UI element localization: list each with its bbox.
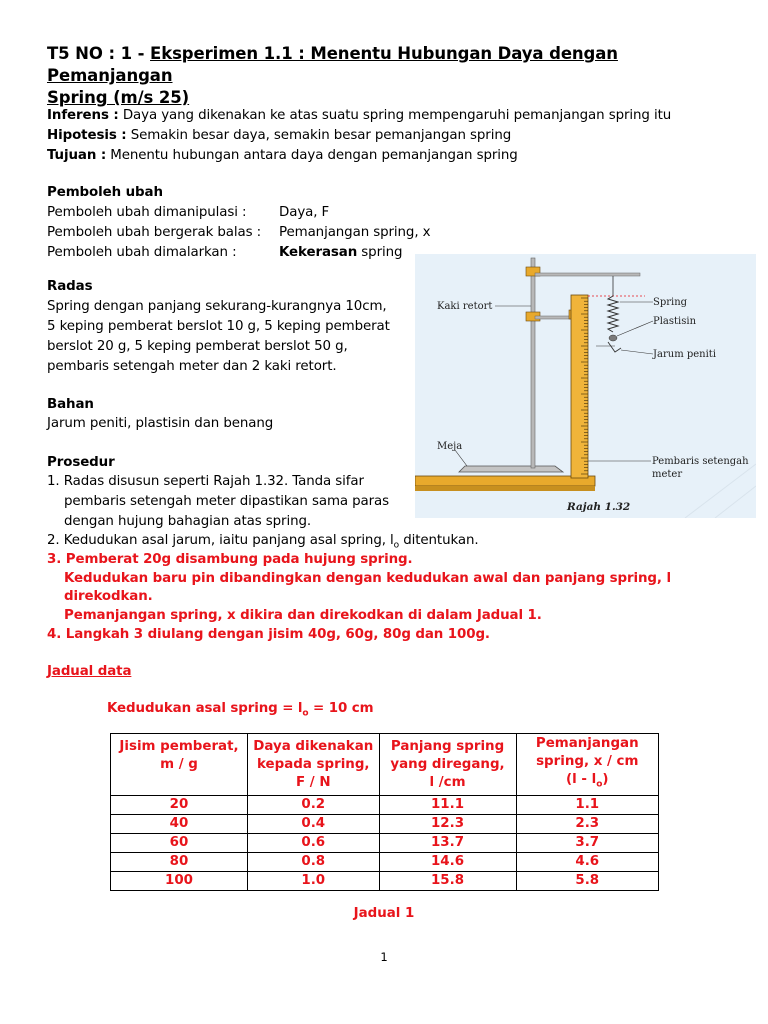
table-cell: 0.8 — [248, 853, 380, 872]
table-row — [111, 815, 659, 834]
radas-heading: Radas — [47, 279, 93, 294]
hipotesis-line — [47, 126, 511, 146]
variable-row-manipulated — [47, 203, 467, 223]
title-text-line1: Eksperimen 1.1 : Menentu Hubungan Daya dengan Pemanjangan — [47, 44, 618, 85]
radas-line: Spring dengan panjang sekurang-kurangnya 10cm, — [47, 299, 387, 314]
inferens-text: Daya yang dikenakan ke atas suatu spring mempengaruhi pemanjangan spring itu — [122, 108, 672, 123]
table-cell: 20 — [111, 796, 248, 815]
hipotesis-label: Hipotesis : — [47, 128, 127, 143]
bahan-text: Jarum peniti, plastisin dan benang — [47, 416, 274, 431]
variable-value — [279, 243, 402, 263]
header-line: Panjang spring — [390, 738, 505, 754]
watermark-lines — [685, 464, 756, 518]
apparatus-figure — [415, 254, 756, 518]
header-line: Daya dikenakan — [253, 738, 374, 754]
figure-caption: Rajah 1.32 — [567, 501, 631, 513]
table-cell: 15.8 — [379, 872, 516, 891]
prosedur-step3-line: direkodkan. — [64, 589, 153, 604]
subscript: o — [596, 779, 603, 790]
prosedur-step3-line: Pemanjangan spring, x dikira dan direkodkan di dalam Jadual 1. — [64, 608, 542, 623]
subscript: o — [393, 540, 400, 551]
prosedur-step1-line: 1. Radas disusun seperti Rajah 1.32. Tanda sifar — [47, 474, 364, 489]
label-spring: Spring — [653, 297, 688, 308]
prosedur-step2-text: ditentukan. — [399, 533, 479, 548]
spring-coil — [608, 296, 618, 332]
table-cell: 1.0 — [248, 872, 380, 891]
header-line: Jisim pemberat, — [119, 738, 239, 754]
table-top — [415, 476, 595, 486]
variable-value-bold: Kekerasan — [279, 245, 358, 260]
table-cell: 13.7 — [379, 834, 516, 853]
hipotesis-text: Semakin besar daya, semakin besar pemanjangan spring — [130, 128, 512, 143]
table-cell: 1.1 — [516, 796, 658, 815]
table-cell: 100 — [111, 872, 248, 891]
header-line: yang diregang, — [390, 756, 505, 772]
tujuan-label: Tujuan : — [47, 148, 107, 163]
header-formula — [566, 772, 609, 790]
tujuan-text: Menentu hubungan antara daya dengan pemanjangan spring — [110, 148, 518, 163]
pemboleh-ubah-heading: Pemboleh ubah — [47, 185, 163, 200]
tujuan-line — [47, 146, 518, 166]
label-pembaris-1: Pembaris setengah — [652, 456, 749, 467]
title-prefix: T5 NO : 1 - — [47, 44, 151, 63]
table-cell: 5.8 — [516, 872, 658, 891]
formula-part: ) — [602, 772, 609, 788]
prosedur-step3-line: Kedudukan baru pin dibandingkan dengan kedudukan awal dan panjang spring, l — [64, 571, 671, 586]
variable-value: Pemanjangan spring, x — [279, 225, 431, 240]
radas-line: 5 keping pemberat berslot 10 g, 5 keping pemberat — [47, 319, 390, 334]
title-text-line2: Spring (m/s 25) — [47, 88, 190, 107]
variable-value: Daya, F — [279, 205, 330, 220]
table-cell: 0.2 — [248, 796, 380, 815]
header-line: spring, x / cm — [536, 754, 639, 770]
half-metre-ruler — [571, 295, 588, 478]
prosedur-step2-text: 2. Kedudukan asal jarum, iaitu panjang asal spring, l — [47, 533, 394, 548]
variable-label: Pemboleh ubah dimanipulasi : — [47, 205, 247, 220]
label-plastisin: Plastisin — [653, 316, 697, 327]
table-row — [111, 834, 659, 853]
page-number: 1 — [380, 950, 388, 964]
table-cell: 80 — [111, 853, 248, 872]
apparatus-diagram — [415, 254, 756, 518]
table-cell: 2.3 — [516, 815, 658, 834]
table-edge — [415, 486, 595, 491]
variable-label: Pemboleh ubah bergerak balas : — [47, 225, 262, 240]
results-table — [110, 733, 659, 891]
table-cell: 0.4 — [248, 815, 380, 834]
variable-value-rest: spring — [357, 245, 403, 260]
initial-position-line — [107, 699, 373, 724]
bahan-heading: Bahan — [47, 397, 94, 412]
header-line: F / N — [295, 774, 331, 790]
leader-plastisin — [617, 321, 653, 336]
header-daya — [248, 734, 380, 796]
header-line: Pemanjangan — [535, 736, 639, 752]
prosedur-step1-line: pembaris setengah meter dipastikan sama paras — [64, 494, 390, 509]
formula-part: (l - l — [566, 772, 597, 788]
header-pemanjangan — [516, 734, 658, 796]
table-body — [111, 796, 659, 891]
retort-base — [459, 466, 563, 472]
table-header-row — [111, 734, 659, 796]
table-cell: 12.3 — [379, 815, 516, 834]
prosedur-heading: Prosedur — [47, 455, 115, 470]
pointer-pin — [608, 342, 621, 352]
label-meja: Meja — [437, 441, 463, 452]
table-cell: 0.6 — [248, 834, 380, 853]
page-title — [47, 43, 737, 109]
prosedur-step4: 4. Langkah 3 diulang dengan jisim 40g, 60g, 80g dan 100g. — [47, 627, 490, 642]
subscript: o — [302, 708, 309, 719]
table-row — [111, 872, 659, 891]
plasticine-blob — [609, 335, 617, 341]
variable-row-responding — [47, 223, 467, 243]
header-line: m / g — [160, 756, 198, 772]
radas-line: pembaris setengah meter dan 2 kaki retort. — [47, 359, 337, 374]
leader-meja — [455, 450, 467, 466]
jadual-heading: Jadual data — [47, 664, 132, 679]
inferens-label: Inferens : — [47, 108, 119, 123]
label-kaki-retort: Kaki retort — [437, 301, 493, 312]
table-cell: 60 — [111, 834, 248, 853]
variable-row-constant — [47, 243, 467, 263]
table-cell: 14.6 — [379, 853, 516, 872]
retort-rod — [531, 258, 535, 468]
table-row — [111, 796, 659, 815]
table-cell: 3.7 — [516, 834, 658, 853]
leader-jarum — [621, 350, 653, 354]
inferens-line — [47, 106, 671, 126]
initial-position-text: Kedudukan asal spring = l — [107, 701, 303, 716]
table-cell: 4.6 — [516, 853, 658, 872]
header-panjang — [379, 734, 516, 796]
prosedur-step3-line: 3. Pemberat 20g disambung pada hujung spring. — [47, 552, 413, 567]
table-row — [111, 853, 659, 872]
table-cell: 40 — [111, 815, 248, 834]
header-jisim — [111, 734, 248, 796]
upper-arm — [535, 273, 640, 276]
label-jarum-peniti: Jarum peniti — [653, 349, 717, 360]
initial-position-text: = 10 cm — [308, 701, 374, 716]
prosedur-step1-line: dengan hujung bahagian atas spring. — [64, 514, 312, 529]
label-pembaris-2: meter — [652, 469, 683, 480]
table-caption: Jadual 1 — [353, 906, 415, 921]
variable-label: Pemboleh ubah dimalarkan : — [47, 245, 237, 260]
header-line: kepada spring, — [257, 756, 370, 772]
header-line: l /cm — [429, 774, 466, 790]
radas-line: berslot 20 g, 5 keping pemberat berslot 50 g, — [47, 339, 348, 354]
table-cell: 11.1 — [379, 796, 516, 815]
